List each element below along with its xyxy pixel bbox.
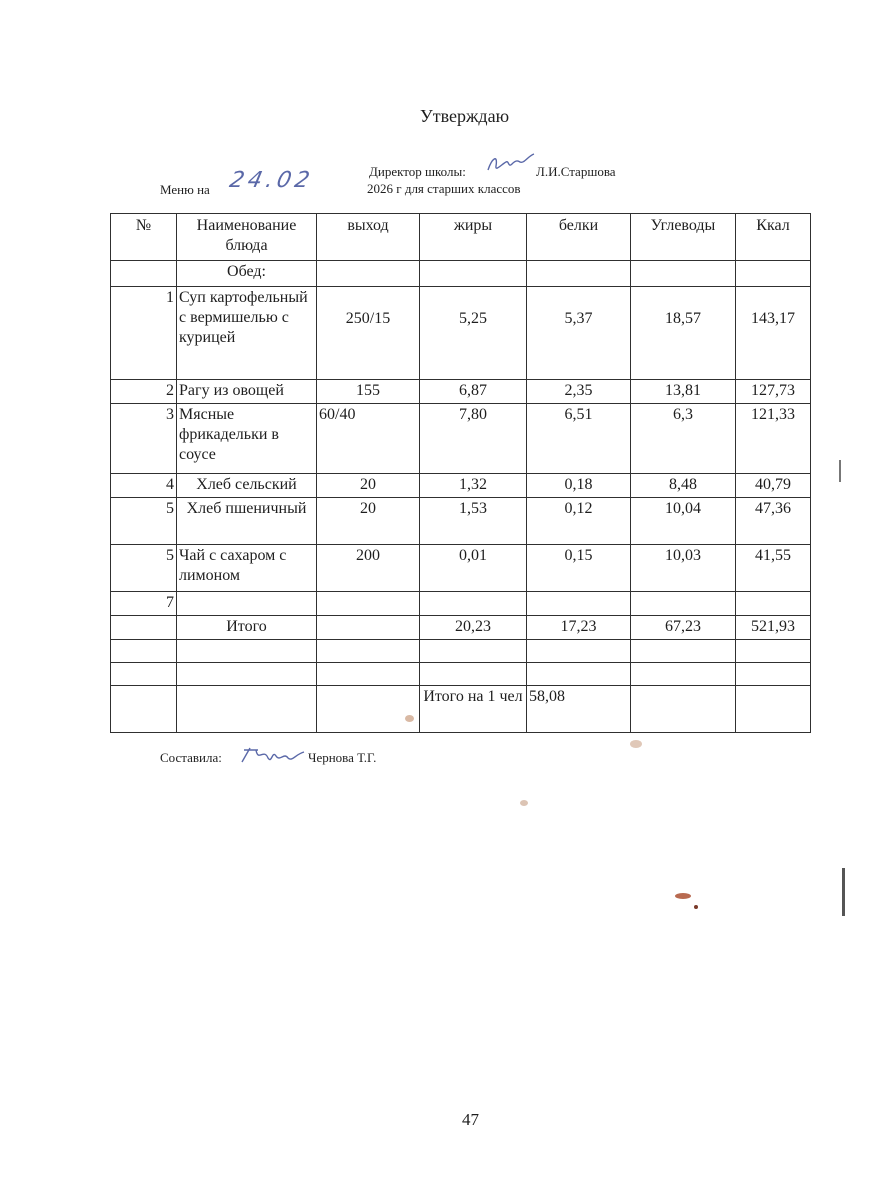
per-person-value: 58,08 <box>527 686 631 733</box>
row-number: 1 <box>111 287 177 380</box>
stain-spot <box>694 905 698 909</box>
dish-proteins: 5,37 <box>527 287 631 380</box>
stain-spot <box>520 800 528 806</box>
compiled-by-label: Составила: <box>160 750 222 765</box>
dish-kcal: 143,17 <box>736 287 811 380</box>
dish-fats: 5,25 <box>420 287 527 380</box>
dish-carbs: 10,04 <box>631 498 736 545</box>
dish-name: Мясные фрикадельки в соусе <box>177 404 317 474</box>
dish-name: Хлеб сельский <box>177 474 317 498</box>
empty-row <box>111 640 811 663</box>
dish-kcal: 127,73 <box>736 380 811 404</box>
column-header-proteins: белки <box>527 214 631 261</box>
total-kcal: 521,93 <box>736 616 811 640</box>
handwritten-date: 24.02 <box>227 168 316 193</box>
dish-carbs: 6,3 <box>631 404 736 474</box>
table-row <box>111 404 811 474</box>
dish-kcal: 41,55 <box>736 545 811 592</box>
dish-output: 155 <box>317 380 420 404</box>
table-row <box>111 498 811 545</box>
column-header-carbs: Углеводы <box>631 214 736 261</box>
stain-spot <box>675 893 691 899</box>
total-fats: 20,23 <box>420 616 527 640</box>
dish-proteins: 0,18 <box>527 474 631 498</box>
table-row <box>111 380 811 404</box>
dish-fats: 1,32 <box>420 474 527 498</box>
table-row <box>111 592 811 616</box>
dish-name: Чай с сахаром с лимоном <box>177 545 317 592</box>
table-row <box>111 545 811 592</box>
column-header-output: выход <box>317 214 420 261</box>
dish-carbs: 18,57 <box>631 287 736 380</box>
dish-name: Суп картофельный с вермишелью с курицей <box>177 287 317 380</box>
row-number: 3 <box>111 404 177 474</box>
page-number: 47 <box>462 1110 479 1129</box>
row-number: 4 <box>111 474 177 498</box>
dish-carbs: 13,81 <box>631 380 736 404</box>
dish-kcal: 47,36 <box>736 498 811 545</box>
row-number: 5 <box>111 498 177 545</box>
menu-label: Меню на <box>160 182 210 197</box>
dish-proteins: 0,12 <box>527 498 631 545</box>
stain-spot <box>405 715 414 722</box>
dish-fats: 6,87 <box>420 380 527 404</box>
column-header-kcal: Ккал <box>736 214 811 261</box>
column-header-fats: жиры <box>420 214 527 261</box>
per-person-label: Итого на 1 чел <box>420 686 527 733</box>
dish-fats: 7,80 <box>420 404 527 474</box>
menu-table <box>110 213 811 733</box>
per-person-row <box>111 686 811 733</box>
scan-edge-mark <box>842 868 845 916</box>
dish-output: 60/40 <box>317 404 420 474</box>
dish-output: 20 <box>317 498 420 545</box>
total-row <box>111 616 811 640</box>
table-row <box>111 287 811 380</box>
column-header-dish-name: Наименование блюда <box>177 214 317 261</box>
row-number: 5 <box>111 545 177 592</box>
director-name: Л.И.Старшова <box>536 164 616 179</box>
table-row <box>111 474 811 498</box>
dish-output: 250/15 <box>317 287 420 380</box>
dish-carbs: 8,48 <box>631 474 736 498</box>
dish-proteins: 0,15 <box>527 545 631 592</box>
menu-date-note: 2026 г для старших классов <box>367 181 521 196</box>
section-label: Обед: <box>177 261 317 287</box>
dish-fats: 1,53 <box>420 498 527 545</box>
compiler-signature <box>238 740 308 770</box>
dish-fats: 0,01 <box>420 545 527 592</box>
compiled-by-name: Чернова Т.Г. <box>308 750 377 765</box>
director-label: Директор школы: <box>369 164 466 179</box>
dish-proteins: 2,35 <box>527 380 631 404</box>
dish-kcal: 121,33 <box>736 404 811 474</box>
scan-edge-mark <box>839 460 841 482</box>
total-proteins: 17,23 <box>527 616 631 640</box>
dish-carbs: 10,03 <box>631 545 736 592</box>
dish-name: Рагу из овощей <box>177 380 317 404</box>
column-header-number: № <box>111 214 177 261</box>
dish-kcal: 40,79 <box>736 474 811 498</box>
row-number: 7 <box>111 592 177 616</box>
empty-row <box>111 663 811 686</box>
row-number: 2 <box>111 380 177 404</box>
stain-spot <box>630 740 642 748</box>
dish-output: 20 <box>317 474 420 498</box>
director-signature <box>484 150 538 178</box>
total-carbs: 67,23 <box>631 616 736 640</box>
dish-output: 200 <box>317 545 420 592</box>
section-row <box>111 261 811 287</box>
document-title: Утверждаю <box>420 106 510 126</box>
dish-name: Хлеб пшеничный <box>177 498 317 545</box>
table-header-row <box>111 214 811 261</box>
dish-proteins: 6,51 <box>527 404 631 474</box>
total-label: Итого <box>177 616 317 640</box>
